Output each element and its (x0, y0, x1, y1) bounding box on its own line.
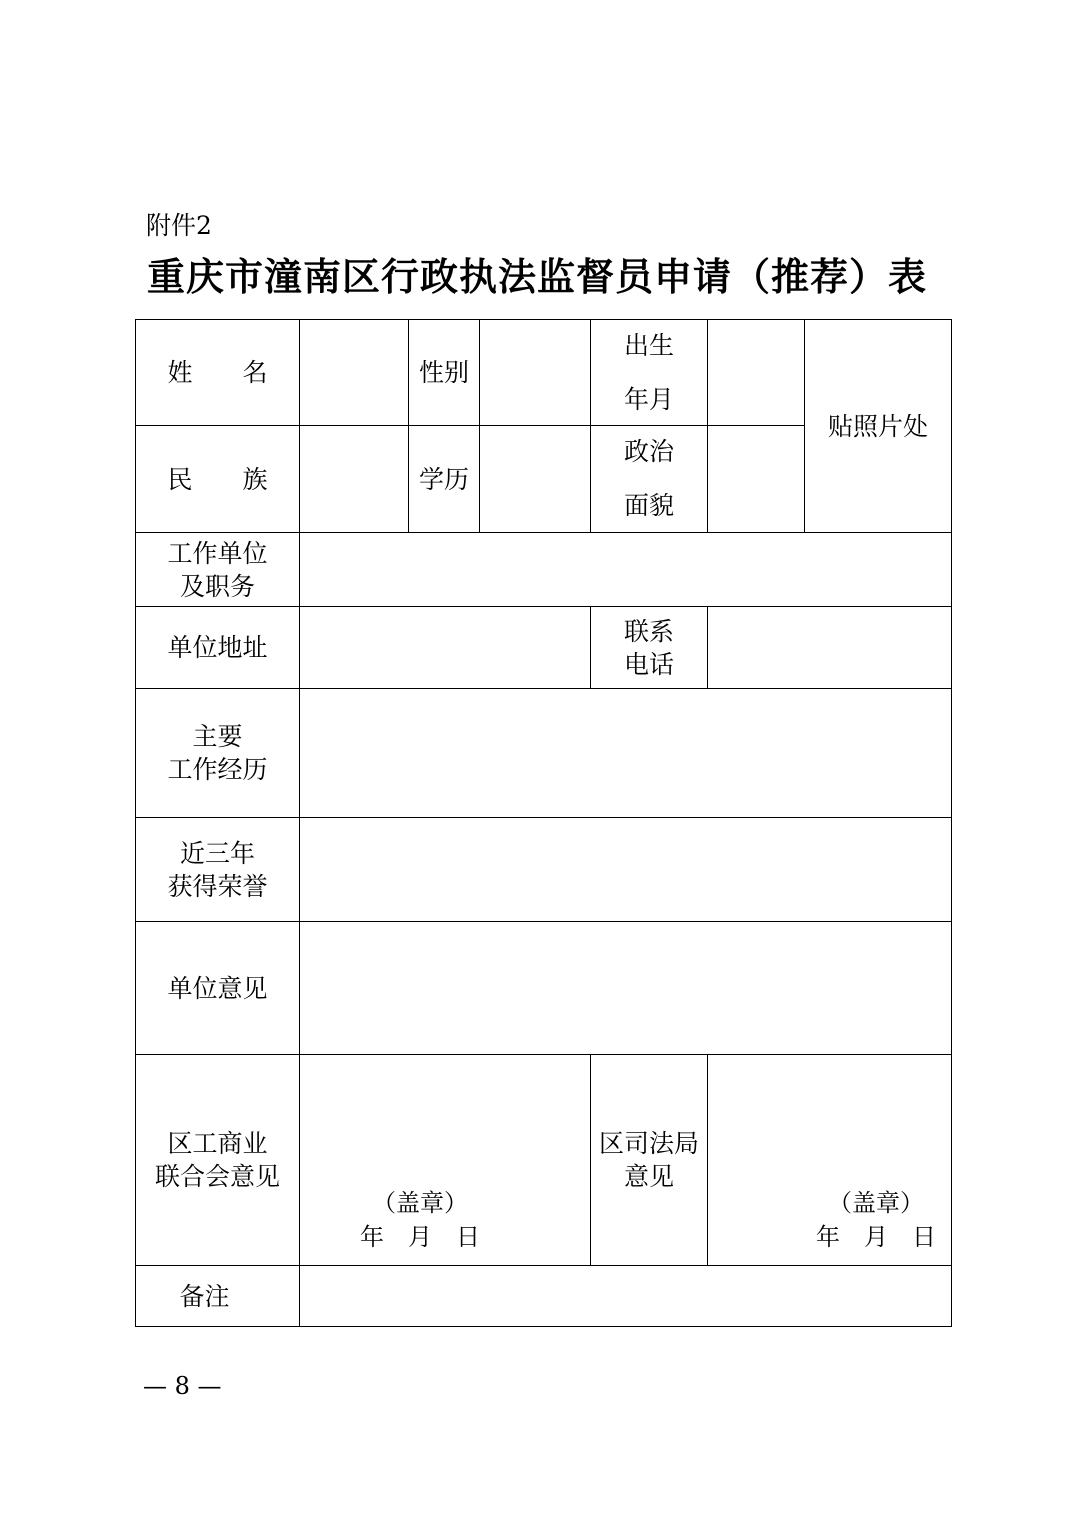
honors-field[interactable] (299, 817, 952, 922)
federation-seal-text: （盖章） (372, 1189, 468, 1217)
workplace-field[interactable] (299, 532, 952, 607)
justice-label-line2: 意见 (623, 1162, 674, 1191)
address-label: 单位地址 (167, 633, 268, 662)
workplace-label-cell (135, 532, 300, 607)
unit-opinion-label-cell (135, 921, 300, 1055)
birth-field[interactable] (707, 319, 805, 426)
honors-label-line2: 获得荣誉 (167, 871, 268, 901)
justice-label-cell (590, 1054, 708, 1266)
justice-seal-block (802, 1186, 950, 1254)
federation-date-text: 年 月 日 (360, 1223, 480, 1251)
experience-label-line2: 工作经历 (167, 755, 268, 784)
justice-seal-text: （盖章） (828, 1189, 924, 1217)
education-label-cell (408, 425, 480, 533)
workplace-label-line2: 及职务 (179, 571, 255, 601)
workplace-label-line1: 工作单位 (167, 538, 268, 568)
phone-field[interactable] (707, 606, 952, 689)
address-label-cell (135, 606, 300, 689)
name-label: 姓 名 (167, 358, 268, 387)
name-label-cell (135, 319, 300, 426)
ethnicity-field[interactable] (299, 425, 409, 533)
phone-label-line1: 联系 (623, 616, 674, 646)
federation-label-line2: 联合会意见 (154, 1162, 280, 1191)
honors-label-line1: 近三年 (179, 838, 255, 868)
political-label-line2: 面貌 (623, 491, 674, 520)
political-field[interactable] (707, 425, 805, 533)
remarks-label-cell (135, 1265, 300, 1327)
political-label-cell (590, 425, 708, 533)
experience-label-line1: 主要 (192, 722, 243, 751)
address-field[interactable] (299, 606, 591, 689)
education-label: 学历 (418, 464, 469, 494)
gender-field[interactable] (479, 319, 591, 426)
political-label-line1: 政治 (623, 437, 674, 466)
remarks-label: 备注 (179, 1281, 230, 1311)
remarks-field[interactable] (299, 1265, 952, 1327)
gender-label: 性别 (418, 358, 469, 387)
gender-label-cell (408, 319, 480, 426)
experience-field[interactable] (299, 688, 952, 818)
phone-label-line2: 电话 (623, 649, 674, 679)
honors-label-cell (135, 817, 300, 922)
ethnicity-label-cell (135, 425, 300, 533)
photo-label: 贴照片处 (827, 411, 928, 441)
form-title: 重庆市潼南区行政执法监督员申请（推荐）表 (146, 255, 927, 299)
federation-label-cell (135, 1054, 300, 1266)
name-field[interactable] (299, 319, 409, 426)
experience-label-cell (135, 688, 300, 818)
ethnicity-label: 民 族 (167, 464, 268, 494)
birth-label-line1: 出生 (623, 330, 674, 360)
attachment-label: 附件2 (146, 211, 212, 240)
unit-opinion-field[interactable] (299, 921, 952, 1055)
federation-seal-block (340, 1186, 500, 1254)
phone-label-cell (590, 606, 708, 689)
birth-label-cell (590, 319, 708, 426)
unit-opinion-label: 单位意见 (167, 973, 268, 1003)
birth-label-line2: 年月 (623, 384, 674, 414)
justice-date-text: 年 月 日 (816, 1223, 936, 1251)
education-field[interactable] (479, 425, 591, 533)
photo-area[interactable] (804, 319, 952, 533)
justice-label-line1: 区司法局 (598, 1129, 699, 1158)
page-number: — 8 — (143, 1372, 222, 1400)
federation-label-line1: 区工商业 (167, 1129, 268, 1158)
